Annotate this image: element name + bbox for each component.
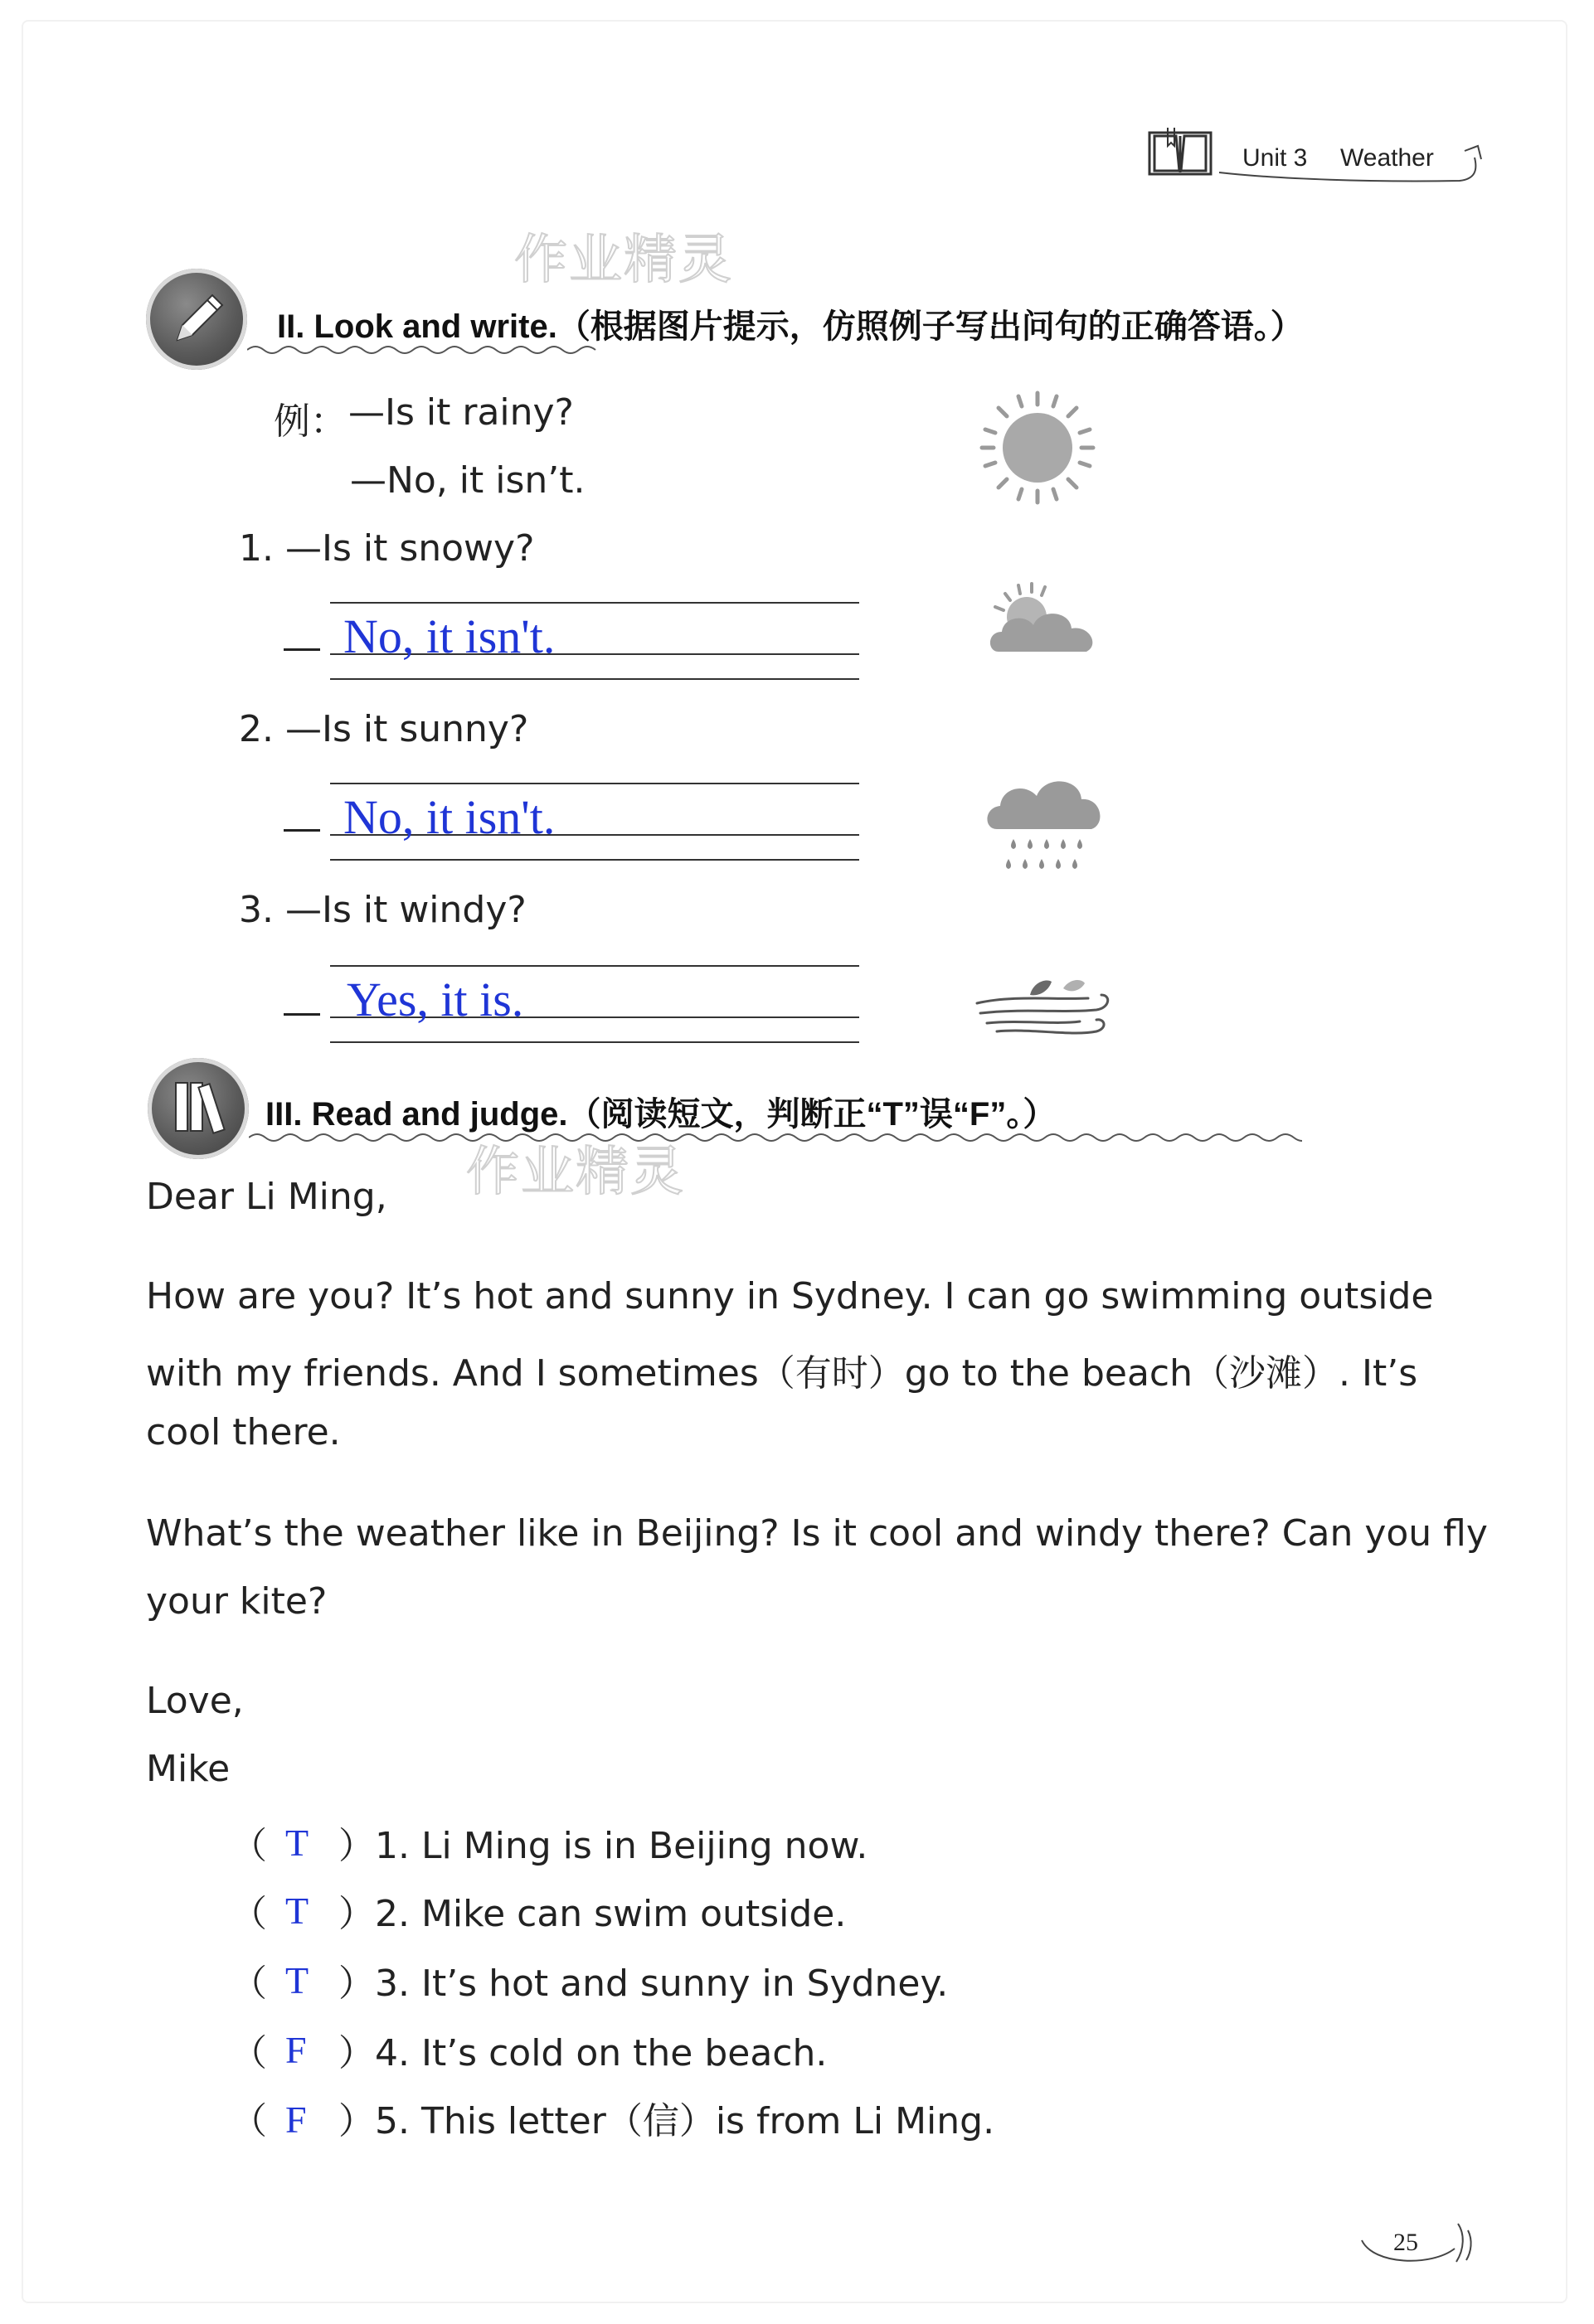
answer-dash-2 <box>284 829 320 832</box>
header-swoosh <box>1211 139 1485 206</box>
answer-line-3a <box>330 965 859 967</box>
section-2-underline <box>247 342 604 358</box>
rain-cloud-icon <box>984 766 1108 879</box>
sun-icon <box>975 390 1100 506</box>
example-answer: —No, it isn’t. <box>350 459 586 502</box>
statement-3: ）3. It’s hot and sunny in Sydney. <box>338 1963 949 2005</box>
letter-para2-line1: What’s the weather like in Beijing? Is it cool and windy there? Can you fly <box>146 1512 1488 1555</box>
answer-3: Yes, it is. <box>347 973 524 1026</box>
pencil-badge <box>146 269 247 370</box>
statement-1: ）1. Li Ming is in Beijing now. <box>338 1825 868 1867</box>
answer-line-2c <box>330 859 859 861</box>
answer-line-3c <box>330 1041 859 1043</box>
page-number: 25 <box>1393 2229 1418 2256</box>
header-title: Weather <box>1340 144 1434 172</box>
paren-open-2: （ <box>231 1893 267 1935</box>
letter-closing: Love, <box>146 1680 244 1722</box>
open-book-icon <box>1143 124 1217 182</box>
question-3: 3. —Is it windy? <box>239 889 527 931</box>
books-icon <box>148 1058 249 1159</box>
answer-line-1c <box>330 678 859 680</box>
paren-open-5: （ <box>231 2100 267 2142</box>
answer-dash-1 <box>284 648 320 651</box>
section-3-underline <box>249 1129 1302 1146</box>
statement-2: ）2. Mike can swim outside. <box>338 1893 847 1935</box>
partly-cloudy-icon <box>987 580 1103 663</box>
paren-open-3: （ <box>231 1963 267 2005</box>
watermark-top: 作业精灵 <box>514 230 733 291</box>
watermark-middle: 作业精灵 <box>466 1142 685 1203</box>
section-2-title: II. Look and write.（根据图片提示，仿照例子写出问句的正确答语。） <box>277 308 1304 345</box>
letter-para1-line2: with my friends. And I sometimes（有时）go to the beach（沙滩）. It’s <box>146 1352 1418 1395</box>
page-number-swoosh <box>1357 2215 1481 2273</box>
example-question: —Is it rainy? <box>348 391 574 434</box>
judge-answer-4: F <box>285 2029 307 2071</box>
answer-dash-3 <box>284 1013 320 1016</box>
pencil-icon <box>146 269 247 370</box>
answer-line-1a <box>330 602 859 604</box>
statement-4: ）4. It’s cold on the beach. <box>338 2032 828 2074</box>
letter-para1-line3: cool there. <box>146 1411 341 1453</box>
letter-signature: Mike <box>146 1748 231 1790</box>
letter-para1-line1: How are you? It’s hot and sunny in Sydney. I can go swimming outside <box>146 1275 1434 1317</box>
letter-greeting: Dear Li Ming, <box>146 1176 387 1218</box>
books-badge <box>148 1058 249 1159</box>
question-2: 2. —Is it sunny? <box>239 708 529 750</box>
statement-5: ）5. This letter（信）is from Li Ming. <box>338 2100 995 2142</box>
judge-answer-3: T <box>285 1959 309 2001</box>
question-1: 1. —Is it snowy? <box>239 527 535 570</box>
paren-open-1: （ <box>231 1825 267 1867</box>
judge-answer-2: T <box>285 1890 309 1932</box>
answer-line-2a <box>330 783 859 784</box>
judge-answer-5: F <box>285 2098 307 2141</box>
example-prefix: 例： <box>274 400 347 443</box>
answer-2: No, it isn't. <box>343 790 556 844</box>
letter-para2-line2: your kite? <box>146 1580 328 1623</box>
section-3-title: III. Read and judge.（阅读短文，判断正“T”误“F”。） <box>265 1096 1057 1133</box>
judge-answer-1: T <box>285 1822 309 1864</box>
wind-icon <box>972 970 1121 1045</box>
paren-open-4: （ <box>231 2032 267 2074</box>
header-unit: Unit 3 <box>1242 144 1308 172</box>
answer-1: No, it isn't. <box>343 609 556 663</box>
